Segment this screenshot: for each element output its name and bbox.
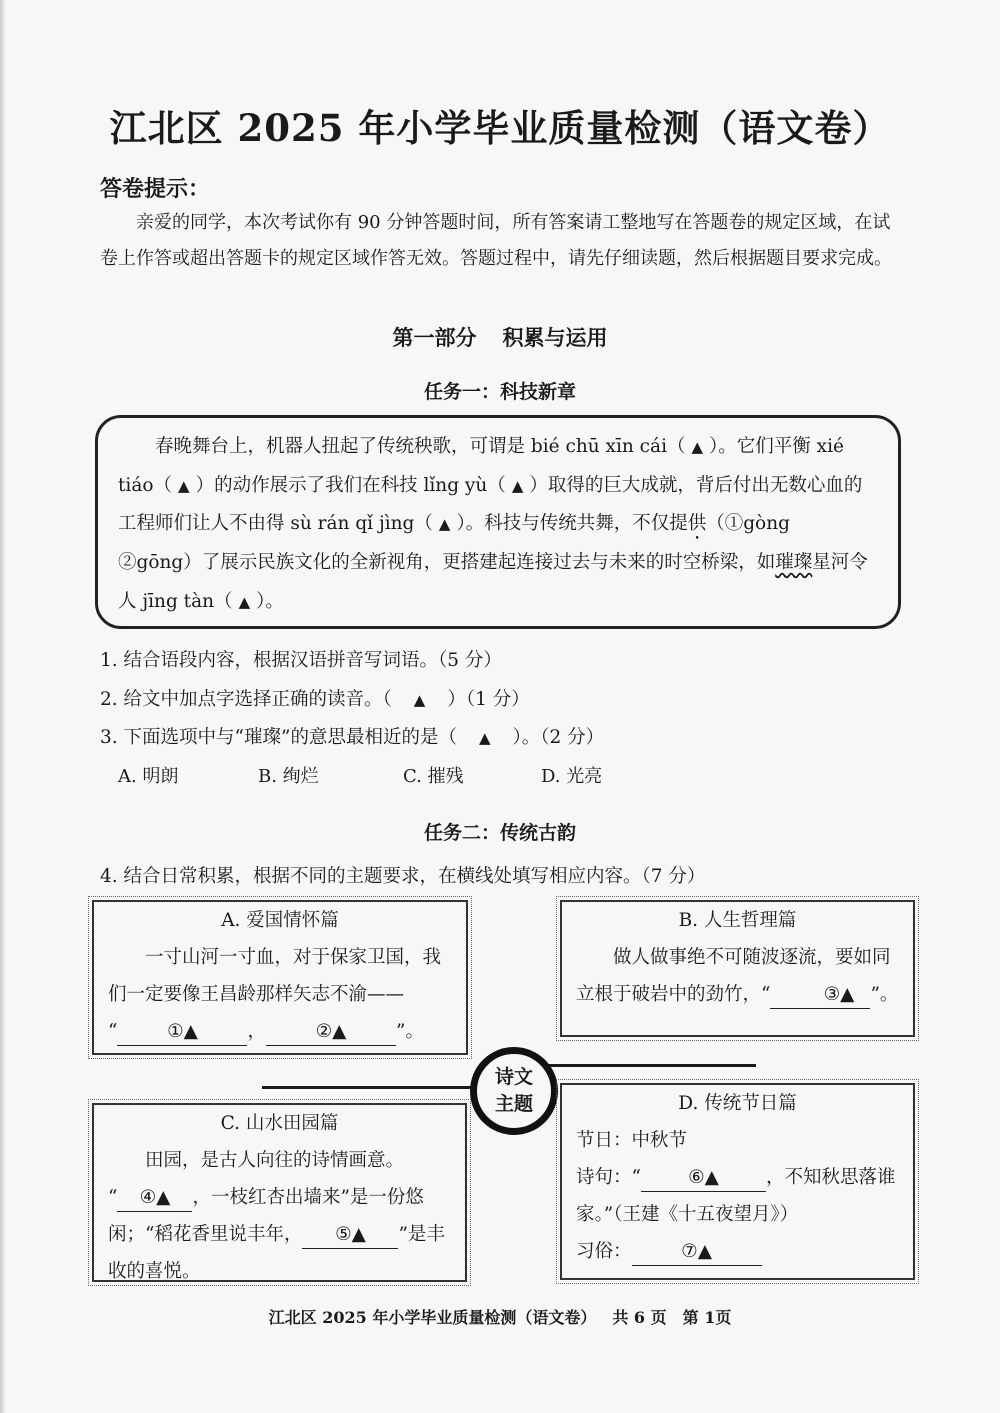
quote: ”。 (395, 1021, 424, 1042)
task2-title: 任务二：传统古韵 (423, 822, 576, 844)
box-text-body: ”是丰收的喜悦。 (108, 1224, 445, 1282)
box-patriotism (92, 900, 468, 1055)
part-label: 第一部分 (392, 325, 477, 350)
footer-exam: 江北区 2025 年小学毕业质量检测（语文卷） (268, 1308, 597, 1327)
question-2 (100, 685, 530, 711)
part-title (0, 322, 1000, 352)
poem-line (576, 1159, 899, 1233)
question-text: 2. 给文中加点字选择正确的读音。（ (100, 689, 392, 710)
dotted-character: 供 (687, 513, 707, 534)
answer-marker: ▲ (178, 476, 190, 495)
part-name: 积累与运用 (502, 325, 608, 350)
passage-box (95, 415, 901, 629)
connector-line-right (538, 1064, 756, 1067)
box-heading: A. 爱国情怀篇 (221, 910, 339, 931)
circle-line: 主题 (494, 1093, 533, 1115)
comma: ， (247, 1021, 266, 1042)
theme-circle-label (470, 1064, 558, 1118)
option-a: A. 明朗 (118, 766, 179, 787)
question-3-options (118, 762, 718, 788)
answer-marker: ▲ (438, 515, 451, 533)
custom-line (576, 1233, 899, 1270)
page-title: 江北区 2025 年小学毕业质量检测（语文卷） (109, 106, 891, 150)
field-label: 节日： (576, 1130, 632, 1151)
answer-marker: ▲ (413, 691, 426, 709)
blank-4: ④▲ (117, 1185, 192, 1212)
blank-6: ⑥▲ (641, 1165, 766, 1192)
passage-text: ）。科技与传统共舞，不仅提 (456, 513, 688, 534)
connector-line-left (262, 1086, 477, 1089)
box-festival (560, 1083, 915, 1280)
question-1: 1. 结合语段内容，根据汉语拼音写词语。（5 分） (100, 650, 502, 671)
quote: “ (108, 1021, 118, 1042)
hint-text: 亲爱的同学，本次考试你有 90 分钟答题时间，所有答案请工整地写在答题卷的规定区域，在试卷上作答或超出答题卡的规定区域作答无效。答题过程中，请先仔细读题，然后根据题目要求完成。 (100, 212, 892, 269)
circle-line: 诗文 (494, 1066, 533, 1088)
box-philosophy (560, 900, 915, 1037)
passage-text: （①gòng ②gōng）了展示民族文化的全新视角，更搭建起连接过去与未来的时空桥梁，如 (118, 513, 809, 573)
passage-text: ）。它们平衡 xié tiáo（ (118, 436, 844, 496)
box-text-body: ，一枝红杏出墙来”是一份悠闲；“稻花香里说丰年， (108, 1187, 424, 1245)
passage-text: 星河令人 jīng tàn（ (118, 552, 868, 612)
box-blanks (108, 1013, 452, 1050)
blank-7: ⑦▲ (632, 1239, 762, 1266)
blank-3: ③▲ (770, 982, 870, 1009)
box-text: 田园，是古人向往的诗情画意。 (145, 1150, 405, 1171)
box-text (108, 1179, 451, 1290)
scan-edge-shadow (0, 0, 6, 1413)
answer-marker: ▲ (511, 476, 524, 495)
answer-marker: ▲ (238, 592, 251, 611)
answer-marker: ▲ (691, 438, 704, 456)
hint-heading: 答卷提示： (100, 176, 211, 202)
question-3 (100, 723, 604, 749)
option-b: B. 绚烂 (258, 766, 319, 787)
question-text: ）。（2 分） (512, 727, 605, 748)
box-pastoral (92, 1103, 467, 1282)
quote: “ (108, 1187, 118, 1208)
field-label: 诗句：“ (576, 1167, 641, 1188)
blank-1: ①▲ (117, 1019, 247, 1046)
field-value: 中秋节 (631, 1130, 688, 1151)
box-text (576, 939, 899, 1013)
passage-text: 春晚舞台上，机器人扭起了传统秧歌，可谓是 bié chū xīn cái（ (155, 436, 686, 457)
box-text: 一寸山河一寸血，对于保家卫国，我们一定要像王昌龄那样矢志不渝—— (108, 947, 442, 1005)
question-text: ）（1 分） (447, 689, 530, 710)
passage-text: ）的动作展示了我们在科技 lǐng yù（ (195, 474, 506, 496)
box-heading: D. 传统节日篇 (678, 1093, 797, 1114)
field-value: ，不知秋思落谁家。”（王建《十五夜望月》） (576, 1167, 896, 1225)
blank-2: ②▲ (266, 1019, 396, 1046)
blank-5: ⑤▲ (302, 1222, 398, 1249)
answer-marker: ▲ (478, 729, 491, 747)
footer-total: 共 6 页 (612, 1308, 667, 1327)
wavy-underlined-word: 璀璨 (775, 552, 813, 573)
box-heading: B. 人生哲理篇 (678, 910, 797, 931)
option-d: D. 光亮 (541, 766, 603, 787)
footer-page: 第 1页 (682, 1308, 732, 1327)
quote: ”。 (870, 984, 899, 1005)
passage-text: ）取得的巨大成就，背后付出无数心血的工程师们让人不由得 sù rán qǐ jìng（ (118, 474, 863, 534)
field-label: 习俗： (576, 1241, 632, 1262)
task1-title: 任务一：科技新章 (423, 381, 576, 403)
page-footer (0, 1305, 1000, 1328)
question-text: 3. 下面选项中与“璀璨”的意思最相近的是（ (100, 727, 457, 748)
box-heading: C. 山水田园篇 (220, 1113, 339, 1134)
box-text-body: 做人做事绝不可随波逐流，要如同立根于破岩中的劲竹，“ (576, 947, 891, 1005)
option-c: C. 摧残 (403, 766, 464, 787)
question-4: 4. 结合日常积累，根据不同的主题要求，在横线处填写相应内容。（7 分） (100, 866, 706, 887)
passage-text: ）。 (256, 590, 284, 612)
festival-line (576, 1122, 899, 1159)
